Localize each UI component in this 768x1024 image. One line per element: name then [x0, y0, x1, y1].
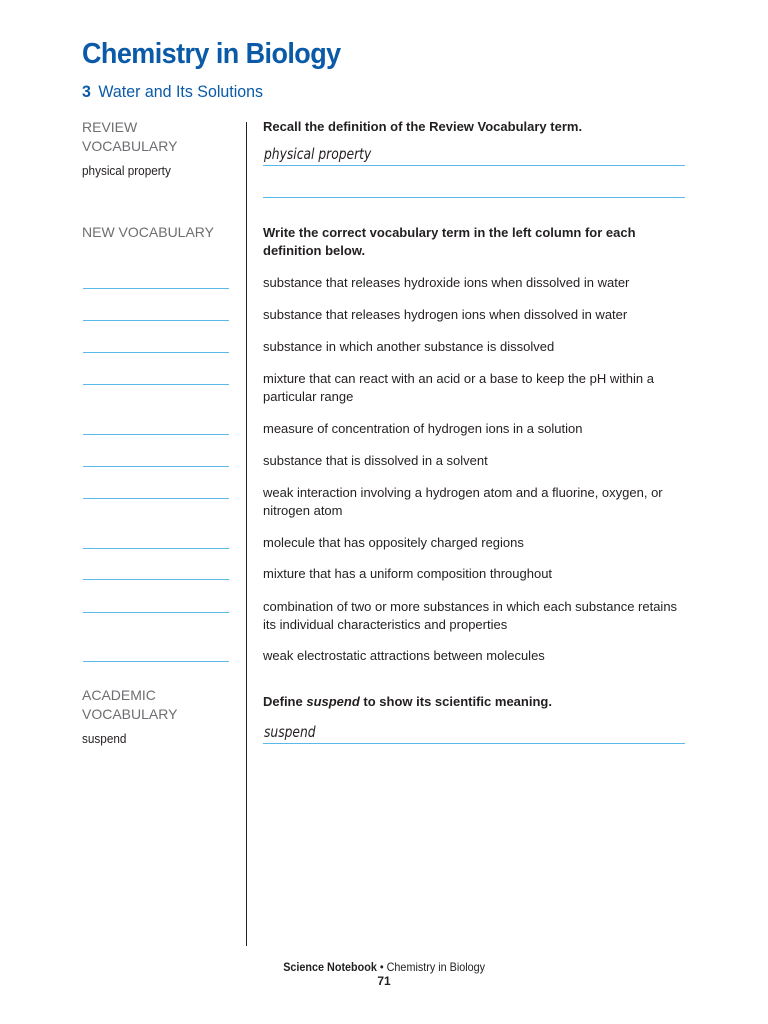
- academic-instruction-pre: Define: [263, 694, 307, 709]
- section-title: Water and Its Solutions: [98, 82, 264, 101]
- academic-answer-prompt: suspend: [264, 723, 316, 741]
- definition-8: molecule that has oppositely charged regions: [263, 535, 524, 550]
- footer-book: Science Notebook: [283, 960, 377, 974]
- academic-instruction-post: to show its scientific meaning.: [359, 694, 552, 709]
- term-answer-line-8[interactable]: [83, 548, 229, 549]
- definition-1: substance that releases hydroxide ions when dissolved in water: [263, 275, 630, 290]
- term-answer-line-3[interactable]: [83, 352, 229, 353]
- term-answer-line-11[interactable]: [83, 661, 229, 662]
- section-number: 3: [82, 82, 91, 101]
- new-vocabulary-instruction: Write the correct vocabulary term in the left column for each definition below.: [263, 225, 636, 258]
- academic-instruction-term: suspend: [306, 694, 360, 709]
- academic-vocabulary-heading: ACADEMIC VOCABULARY: [82, 687, 178, 722]
- academic-vocabulary-term: suspend: [82, 732, 127, 746]
- academic-instruction: [263, 693, 683, 711]
- review-vocabulary-term: physical property: [82, 164, 171, 178]
- definition-4: mixture that can react with an acid or a base to keep the pH within a particular range: [263, 371, 654, 404]
- column-divider: [246, 122, 247, 946]
- footer-separator: •: [376, 960, 387, 974]
- definition-7: weak interaction involving a hydrogen atom and a fluorine, oxygen, or nitrogen atom: [263, 485, 663, 518]
- definition-3: substance in which another substance is dissolved: [263, 339, 555, 354]
- term-answer-line-6[interactable]: [83, 466, 229, 467]
- review-vocabulary-heading: REVIEW VOCABULARY: [82, 119, 178, 154]
- new-vocabulary-heading: NEW VOCABULARY: [82, 224, 214, 240]
- term-answer-line-10[interactable]: [83, 612, 229, 613]
- definition-9: mixture that has a uniform composition throughout: [263, 566, 553, 581]
- definition-6: substance that is dissolved in a solvent: [263, 453, 488, 468]
- definition-5: measure of concentration of hydrogen ions in a solution: [263, 421, 583, 436]
- review-answer-prompt: physical property: [264, 145, 372, 163]
- term-answer-line-2[interactable]: [83, 320, 229, 321]
- definition-10: combination of two or more substances in which each substance retains its individual characteristics and properties: [263, 599, 678, 632]
- term-answer-line-1[interactable]: [83, 288, 229, 289]
- footer-chapter: Chemistry in Biology: [386, 960, 485, 974]
- term-answer-line-7[interactable]: [83, 498, 229, 499]
- definition-2: substance that releases hydrogen ions when dissolved in water: [263, 307, 628, 322]
- term-answer-line-5[interactable]: [83, 434, 229, 435]
- review-instruction: Recall the definition of the Review Vocabulary term.: [263, 119, 583, 134]
- review-answer-line-1[interactable]: [263, 165, 685, 166]
- page-number: 71: [377, 974, 391, 988]
- review-answer-line-2[interactable]: [263, 197, 685, 198]
- definition-11: weak electrostatic attractions between molecules: [263, 648, 545, 663]
- term-answer-line-4[interactable]: [83, 384, 229, 385]
- academic-answer-line[interactable]: [263, 743, 685, 744]
- page-title: Chemistry in Biology: [82, 38, 341, 70]
- section-subtitle: [82, 82, 263, 102]
- term-answer-line-9[interactable]: [83, 579, 229, 580]
